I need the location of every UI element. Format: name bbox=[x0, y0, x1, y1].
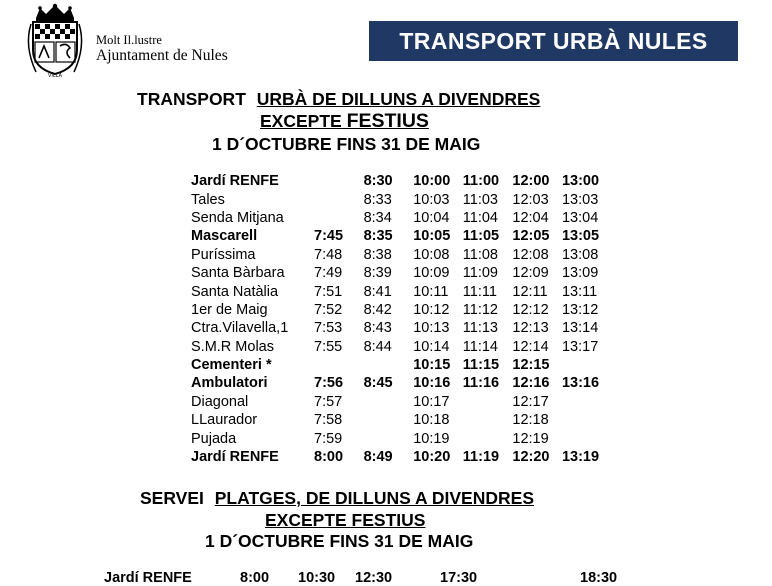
stop-name: Jardí RENFE bbox=[191, 449, 279, 466]
stop-name: Ctra.Vilavella,1 bbox=[191, 320, 289, 337]
departure-time: 10:12 bbox=[413, 301, 450, 318]
departure-time: 12:18 bbox=[512, 412, 549, 429]
departure-time bbox=[463, 429, 513, 447]
departure-time: 11:19 bbox=[462, 449, 500, 466]
departure-time bbox=[364, 429, 414, 447]
section2-subtitle: EXCEPTE FESTIUS bbox=[265, 510, 426, 530]
departure-time: 10:00 bbox=[413, 173, 451, 190]
departure-time: 8:39 bbox=[363, 265, 392, 282]
departure-time: 10:20 bbox=[413, 449, 451, 466]
stop-name: Tales bbox=[191, 191, 225, 208]
departure-time bbox=[463, 411, 513, 429]
stop-name: Jardí RENFE bbox=[191, 173, 279, 190]
section2-row-stop: Jardí RENFE bbox=[104, 570, 192, 586]
departure-time: 8:35 bbox=[363, 228, 393, 245]
section2-title bbox=[140, 488, 534, 509]
departure-time: 13:00 bbox=[561, 173, 600, 190]
section2-row-time: 10:30 bbox=[298, 570, 336, 586]
departure-time: 11:09 bbox=[462, 265, 498, 282]
section2-row-time: 12:30 bbox=[355, 570, 393, 586]
departure-time: 11:03 bbox=[462, 191, 498, 208]
schedule-row bbox=[188, 172, 612, 190]
departure-time: 13:19 bbox=[561, 449, 600, 466]
departure-time: 10:16 bbox=[413, 375, 451, 392]
departure-time: 7:57 bbox=[314, 393, 343, 410]
departure-time: 11:16 bbox=[462, 375, 500, 392]
stop-name: 1er de Maig bbox=[191, 301, 268, 318]
stop-name: LLaurador bbox=[191, 412, 258, 429]
crest-text: VILLA bbox=[47, 73, 63, 78]
departure-time: 7:51 bbox=[314, 283, 343, 300]
departure-time bbox=[314, 209, 364, 227]
departure-time: 13:17 bbox=[561, 338, 599, 355]
title-banner: TRANSPORT URBÀ NULES bbox=[369, 21, 738, 61]
departure-time bbox=[562, 411, 612, 429]
departure-time: 7:58 bbox=[314, 412, 343, 429]
departure-time: 12:11 bbox=[512, 283, 548, 300]
schedule-table bbox=[188, 172, 612, 466]
stop-name: Senda Mitjana bbox=[191, 209, 284, 226]
schedule-row bbox=[188, 301, 612, 319]
departure-time: 12:16 bbox=[512, 375, 550, 392]
section1-title bbox=[137, 89, 540, 110]
departure-time: 10:08 bbox=[413, 246, 450, 263]
stop-name: Puríssima bbox=[191, 246, 256, 263]
section2-period: 1 D´OCTUBRE FINS 31 DE MAIG bbox=[205, 531, 474, 551]
departure-time: 10:04 bbox=[413, 209, 450, 226]
departure-time: 8:00 bbox=[314, 449, 344, 466]
departure-time: 12:13 bbox=[512, 320, 549, 337]
departure-time: 13:16 bbox=[561, 375, 600, 392]
schedule-row bbox=[188, 356, 612, 374]
section2-row-time: 18:30 bbox=[580, 570, 618, 586]
departure-time: 12:08 bbox=[512, 246, 549, 263]
stop-name: Santa Natàlia bbox=[191, 283, 279, 300]
section2-row-time: 8:00 bbox=[240, 570, 270, 586]
departure-time: 10:11 bbox=[413, 283, 449, 300]
departure-time: 12:15 bbox=[512, 357, 550, 374]
departure-time: 8:30 bbox=[363, 173, 393, 190]
section2-title-main: PLATGES, DE DILLUNS A DIVENDRES bbox=[214, 488, 534, 508]
departure-time: 10:09 bbox=[413, 265, 450, 282]
stop-name: Ambulatori bbox=[191, 375, 268, 392]
departure-time: 11:13 bbox=[462, 320, 498, 337]
departure-time bbox=[314, 172, 364, 190]
departure-time: 13:03 bbox=[561, 191, 599, 208]
departure-time: 12:17 bbox=[512, 393, 549, 410]
departure-time: 13:04 bbox=[561, 209, 599, 226]
section2-title-prefix: SERVEI bbox=[140, 488, 204, 508]
departure-time: 10:13 bbox=[413, 320, 450, 337]
departure-time: 8:42 bbox=[363, 301, 392, 318]
departure-time: 7:53 bbox=[314, 320, 343, 337]
stop-name: Cementeri * bbox=[191, 357, 272, 374]
departure-time: 11:04 bbox=[462, 209, 498, 226]
departure-time: 8:43 bbox=[363, 320, 392, 337]
departure-time: 13:12 bbox=[561, 301, 599, 318]
departure-time: 8:45 bbox=[363, 375, 393, 392]
departure-time: 12:05 bbox=[512, 228, 550, 245]
departure-time: 8:44 bbox=[363, 338, 392, 355]
departure-time: 10:17 bbox=[413, 393, 450, 410]
departure-time bbox=[562, 393, 612, 411]
schedule-row bbox=[188, 227, 612, 245]
departure-time bbox=[562, 429, 612, 447]
departure-time: 7:56 bbox=[314, 375, 344, 392]
schedule-row bbox=[188, 411, 612, 429]
departure-time: 8:38 bbox=[363, 246, 392, 263]
departure-time: 10:19 bbox=[413, 430, 450, 447]
departure-time: 12:14 bbox=[512, 338, 549, 355]
departure-time: 7:52 bbox=[314, 301, 343, 318]
departure-time: 8:49 bbox=[363, 449, 393, 466]
departure-time bbox=[562, 356, 612, 374]
stop-name: Santa Bàrbara bbox=[191, 265, 285, 282]
schedule-row bbox=[188, 246, 612, 264]
departure-time bbox=[364, 393, 414, 411]
schedule-row bbox=[188, 319, 612, 337]
departure-time: 10:14 bbox=[413, 338, 450, 355]
schedule-row bbox=[188, 338, 612, 356]
org-name-line1: Molt Il.lustre bbox=[96, 33, 162, 47]
departure-time: 11:12 bbox=[462, 301, 498, 318]
schedule-row bbox=[188, 448, 612, 466]
schedule-row bbox=[188, 429, 612, 447]
departure-time: 12:20 bbox=[512, 449, 550, 466]
departure-time: 7:48 bbox=[314, 246, 343, 263]
departure-time: 12:03 bbox=[512, 191, 549, 208]
departure-time: 11:05 bbox=[462, 228, 500, 245]
departure-time bbox=[314, 190, 364, 208]
departure-time: 10:15 bbox=[413, 357, 451, 374]
schedule-row bbox=[188, 190, 612, 208]
departure-time: 8:41 bbox=[363, 283, 392, 300]
departure-time: 7:55 bbox=[314, 338, 343, 355]
departure-time: 13:08 bbox=[561, 246, 599, 263]
departure-time: 12:00 bbox=[512, 173, 550, 190]
schedule-row bbox=[188, 393, 612, 411]
section1-period: 1 D´OCTUBRE FINS 31 DE MAIG bbox=[212, 134, 481, 154]
departure-time: 11:00 bbox=[462, 173, 500, 190]
stop-name: Mascarell bbox=[191, 228, 258, 245]
stop-name: Pujada bbox=[191, 430, 237, 447]
departure-time: 10:18 bbox=[413, 412, 450, 429]
departure-time: 10:03 bbox=[413, 191, 450, 208]
departure-time: 11:15 bbox=[462, 357, 500, 374]
departure-time bbox=[364, 356, 414, 374]
departure-time: 13:14 bbox=[561, 320, 599, 337]
section1-subtitle bbox=[260, 110, 429, 133]
departure-time: 7:59 bbox=[314, 430, 343, 447]
departure-time: 12:19 bbox=[512, 430, 549, 447]
nules-crest-logo bbox=[22, 2, 88, 78]
departure-time: 12:12 bbox=[512, 301, 549, 318]
stop-name: S.M.R Molas bbox=[191, 338, 274, 355]
departure-time bbox=[463, 393, 513, 411]
departure-time: 12:04 bbox=[512, 209, 549, 226]
section1-subtitle-b: FESTIUS bbox=[346, 110, 429, 132]
schedule-row bbox=[188, 209, 612, 227]
departure-time: 13:11 bbox=[561, 283, 598, 300]
stop-name: Diagonal bbox=[191, 393, 249, 410]
departure-time: 13:05 bbox=[561, 228, 600, 245]
org-name-line2: Ajuntament de Nules bbox=[96, 47, 228, 64]
section2-row-time: 17:30 bbox=[440, 570, 478, 586]
departure-time: 11:08 bbox=[462, 246, 498, 263]
departure-time: 7:45 bbox=[314, 228, 344, 245]
departure-time: 13:09 bbox=[561, 265, 599, 282]
departure-time: 12:09 bbox=[512, 265, 549, 282]
departure-time: 8:34 bbox=[363, 209, 392, 226]
departure-time: 10:05 bbox=[413, 228, 451, 245]
departure-time: 8:33 bbox=[363, 191, 392, 208]
departure-time: 11:14 bbox=[462, 338, 498, 355]
schedule-row bbox=[188, 374, 612, 392]
departure-time: 11:11 bbox=[462, 283, 497, 300]
section1-title-main: URBÀ DE DILLUNS A DIVENDRES bbox=[256, 89, 541, 109]
departure-time bbox=[364, 411, 414, 429]
schedule-row bbox=[188, 264, 612, 282]
section1-title-prefix: TRANSPORT bbox=[137, 89, 246, 109]
schedule-row bbox=[188, 282, 612, 300]
departure-time: 7:49 bbox=[314, 265, 343, 282]
section1-subtitle-a: EXCEPTE bbox=[260, 111, 342, 131]
departure-time bbox=[314, 356, 364, 374]
